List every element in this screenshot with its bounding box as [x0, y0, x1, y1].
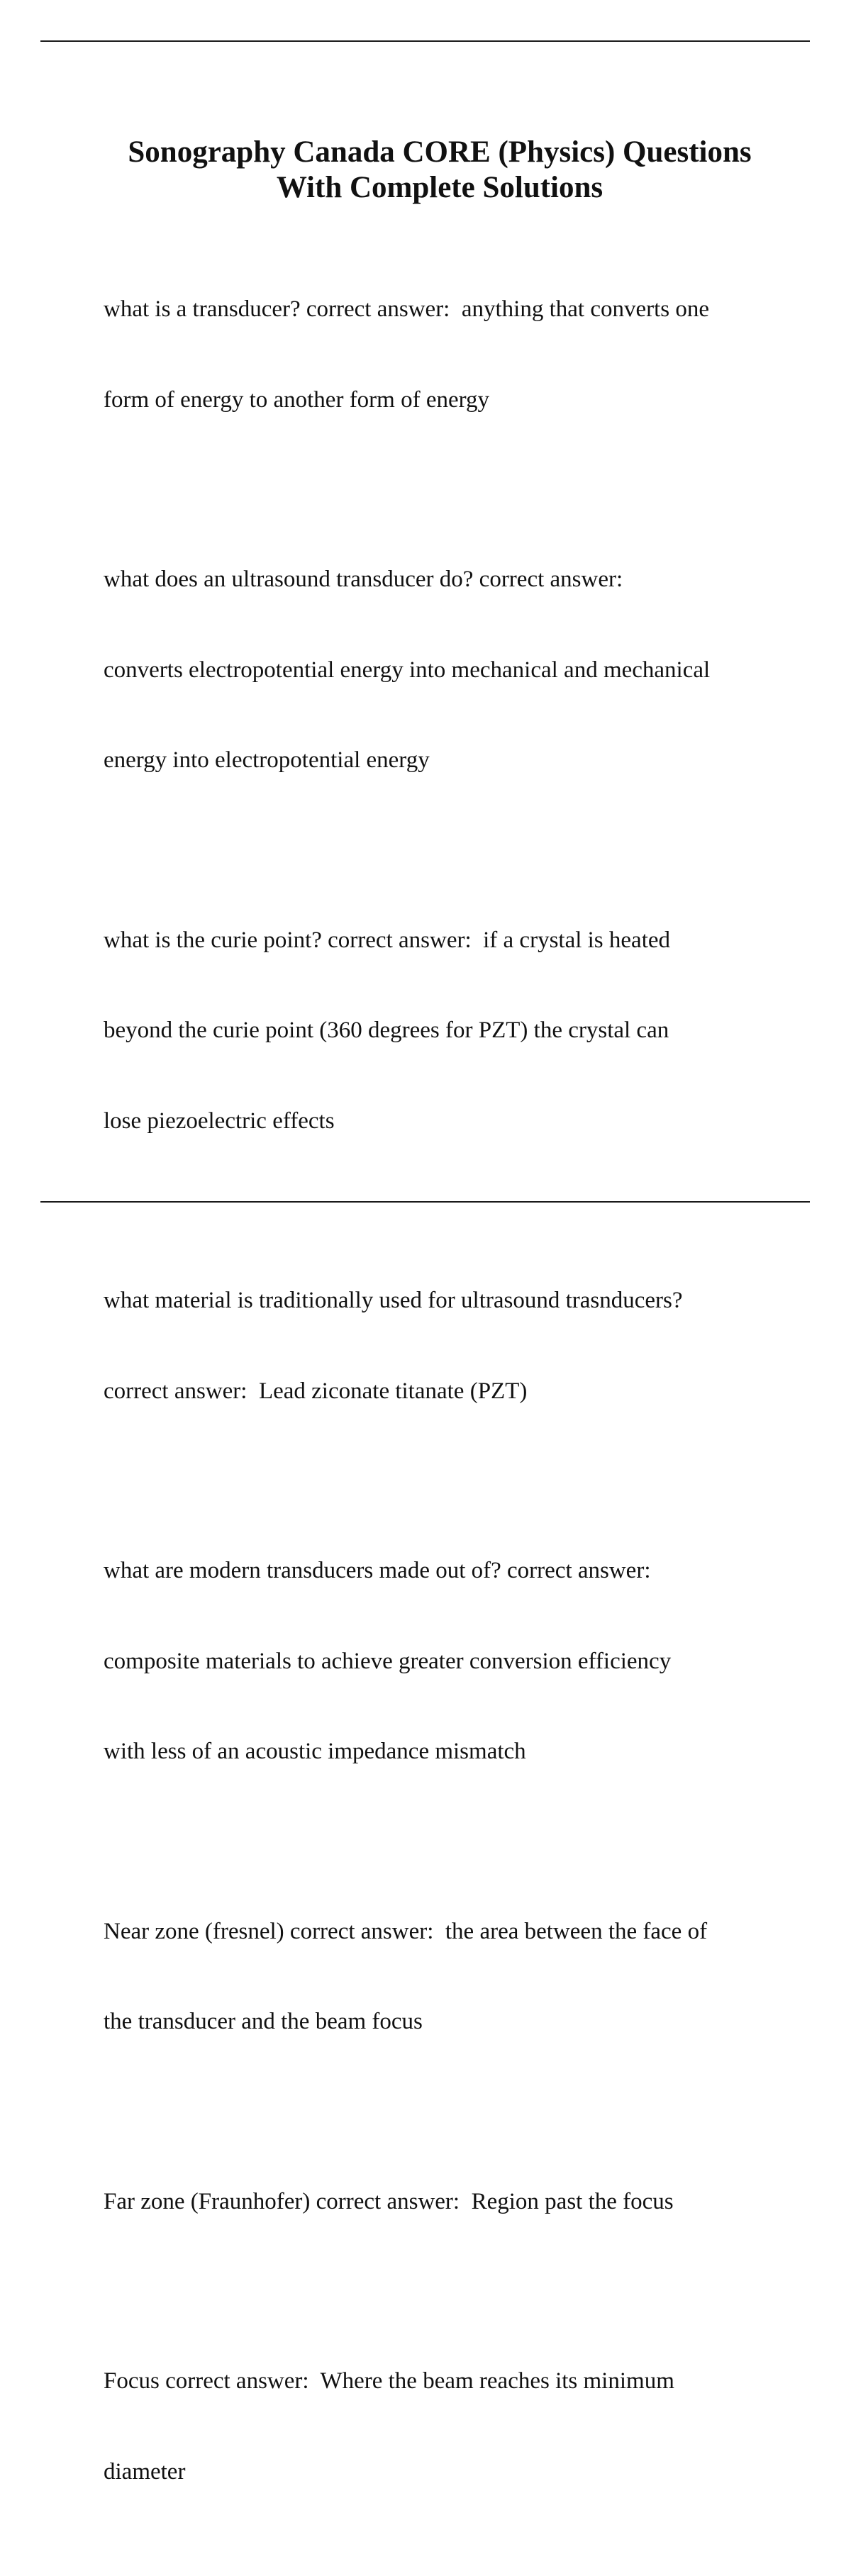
qa-line: with less of an acoustic impedance mismatch [104, 1739, 526, 1764]
qa-line: correct answer: Lead ziconate titanate (PZT) [104, 1378, 528, 1404]
qa-item-focus [104, 2306, 784, 2547]
qa-line: diameter [104, 2458, 186, 2485]
qa-item-modern-transducers [104, 1495, 784, 1827]
qa-line: what does an ultrasound transducer do? correct answer: [104, 567, 623, 592]
bottom-divider [40, 1201, 810, 1203]
title-line: With Complete Solutions [276, 171, 604, 204]
qa-line: composite materials to achieve greater conversion efficiency [104, 1648, 672, 1674]
qa-line: energy into electropotential energy [104, 747, 430, 773]
qa-line: lose piezoelectric effects [104, 1108, 335, 1134]
qa-item-far-zone [104, 2126, 784, 2277]
qa-line: Far zone (Fraunhofer) correct answer: Region past the focus [104, 2188, 674, 2214]
qa-line: Focus correct answer: Where the beam reaches its minimum [104, 2368, 674, 2394]
qa-item-traditional-material [104, 1225, 784, 1466]
qa-item-curie-point [104, 865, 784, 1197]
qa-item-near-zone [104, 1856, 784, 2097]
qa-line: beyond the curie point (360 degrees for PZT) the crystal can [104, 1017, 669, 1043]
question-answer-list [104, 234, 784, 2576]
qa-item-transducer [104, 234, 784, 475]
qa-line: what are modern transducers made out of? correct answer: [104, 1558, 651, 1583]
top-divider [40, 40, 810, 42]
qa-line: the transducer and the beam focus [104, 2009, 423, 2034]
qa-line: converts electropotential energy into mechanical and mechanical [104, 657, 711, 683]
qa-line: form of energy to another form of energy [104, 386, 490, 413]
qa-line: Near zone (fresnel) correct answer: the area between the face of [104, 1918, 708, 1944]
title-line: Sonography Canada CORE (Physics) Questions [128, 135, 752, 169]
page-title [71, 135, 808, 206]
qa-line: what is the curie point? correct answer: if a crystal is heated [104, 927, 671, 953]
qa-item-ultrasound-transducer [104, 504, 784, 836]
qa-line: what is a transducer? correct answer: anything that converts one [104, 296, 710, 322]
qa-line: what material is traditionally used for ultrasound trasnducers? [104, 1288, 683, 1313]
